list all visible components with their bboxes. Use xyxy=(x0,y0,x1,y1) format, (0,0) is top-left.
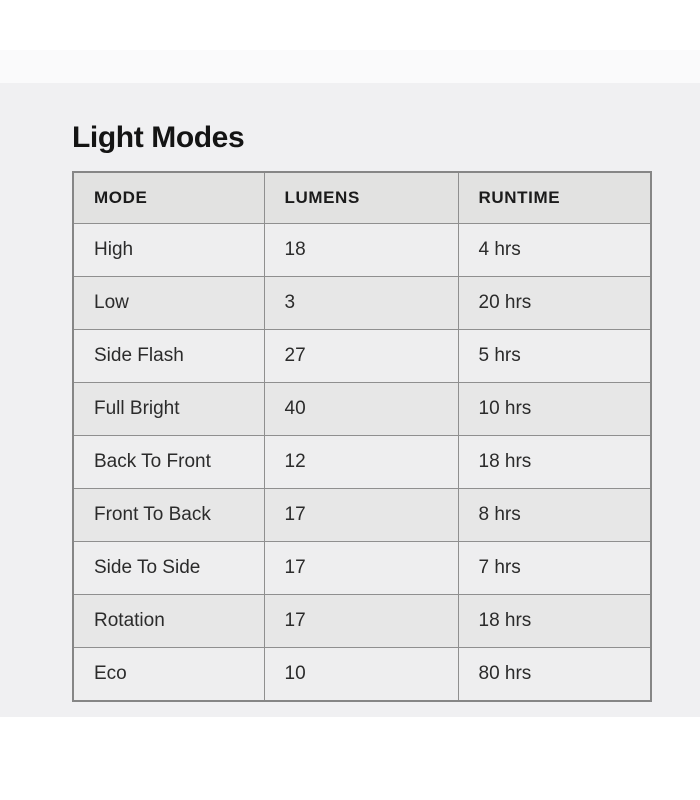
cell-mode: Low xyxy=(73,277,264,330)
table-row xyxy=(73,436,651,489)
cell-lumens: 27 xyxy=(264,330,458,383)
cell-runtime: 20 hrs xyxy=(458,277,651,330)
faded-image-band xyxy=(0,50,700,83)
cell-runtime: 80 hrs xyxy=(458,648,651,702)
cell-runtime: 4 hrs xyxy=(458,224,651,277)
cell-runtime: 18 hrs xyxy=(458,436,651,489)
table-row xyxy=(73,383,651,436)
cell-mode: Full Bright xyxy=(73,383,264,436)
table-row xyxy=(73,330,651,383)
cell-runtime: 8 hrs xyxy=(458,489,651,542)
cell-lumens: 18 xyxy=(264,224,458,277)
cell-runtime: 5 hrs xyxy=(458,330,651,383)
column-header-runtime: RUNTIME xyxy=(458,172,651,224)
table-row xyxy=(73,648,651,702)
column-header-mode: MODE xyxy=(73,172,264,224)
table-row xyxy=(73,277,651,330)
top-white-strip xyxy=(0,0,700,83)
cell-lumens: 17 xyxy=(264,542,458,595)
light-modes-panel xyxy=(0,83,700,717)
cell-lumens: 12 xyxy=(264,436,458,489)
cell-mode: Front To Back xyxy=(73,489,264,542)
light-modes-table xyxy=(72,171,652,702)
cell-runtime: 7 hrs xyxy=(458,542,651,595)
cell-lumens: 3 xyxy=(264,277,458,330)
cell-mode: Side Flash xyxy=(73,330,264,383)
cell-mode: Back To Front xyxy=(73,436,264,489)
cell-mode: Rotation xyxy=(73,595,264,648)
table-row xyxy=(73,489,651,542)
table-row xyxy=(73,542,651,595)
column-header-lumens: LUMENS xyxy=(264,172,458,224)
cell-lumens: 40 xyxy=(264,383,458,436)
cell-runtime: 10 hrs xyxy=(458,383,651,436)
cell-lumens: 10 xyxy=(264,648,458,702)
cell-lumens: 17 xyxy=(264,595,458,648)
table-row xyxy=(73,224,651,277)
cell-mode: Eco xyxy=(73,648,264,702)
table-header-row xyxy=(73,172,651,224)
cell-runtime: 18 hrs xyxy=(458,595,651,648)
cell-mode: High xyxy=(73,224,264,277)
page-title: Light Modes xyxy=(72,121,245,155)
table-row xyxy=(73,595,651,648)
bottom-white-strip xyxy=(0,717,700,800)
cell-mode: Side To Side xyxy=(73,542,264,595)
cell-lumens: 17 xyxy=(264,489,458,542)
